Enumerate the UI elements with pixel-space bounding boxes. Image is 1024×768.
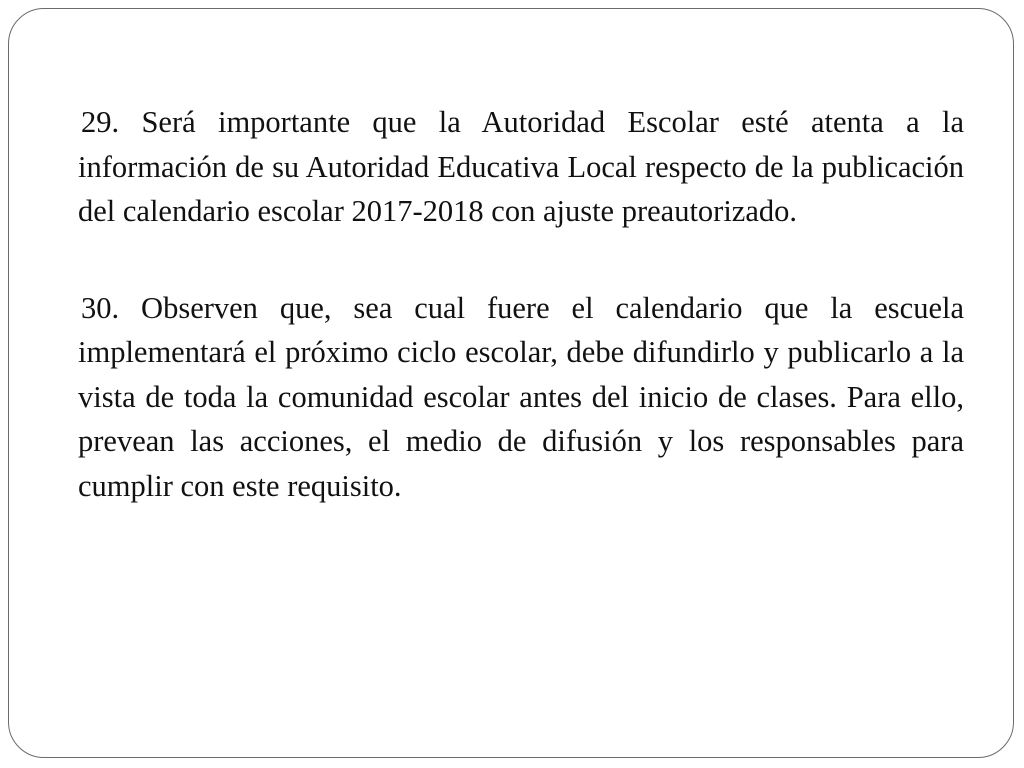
paragraph-number: 29. <box>81 105 120 139</box>
paragraph-29 <box>78 100 964 234</box>
paragraph-30 <box>78 286 964 509</box>
slide-content <box>78 100 964 508</box>
paragraph-number: 30. <box>81 290 120 325</box>
paragraph-text: Observen que, sea cual fuere el calendario que la escuela implementará el próximo ciclo escolar, debe difundirlo y publicarlo a la vista de toda la comunidad escolar antes del inicio de clases. Para ello, prevean las acciones, el medio de difusión y los responsables para cumplir con este requisito. <box>78 290 964 503</box>
paragraph-text: Será importante que la Autoridad Escolar esté atenta a la información de su Autoridad Educativa Local respecto de la publicación del calendario escolar 2017-2018 con ajuste preautorizado. <box>78 105 964 228</box>
